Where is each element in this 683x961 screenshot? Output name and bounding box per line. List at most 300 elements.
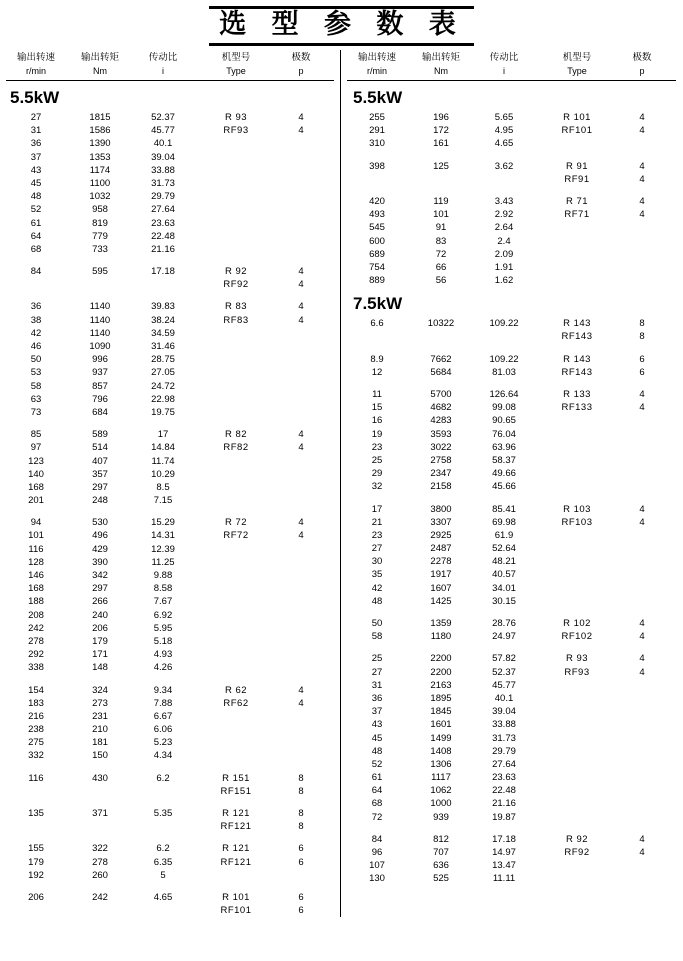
table-row bbox=[4, 406, 336, 419]
cell-type bbox=[194, 177, 278, 190]
row-group bbox=[4, 516, 336, 674]
row-group bbox=[345, 353, 678, 379]
cell-torque: 66 bbox=[435, 261, 447, 273]
table-row bbox=[4, 340, 336, 353]
table-row bbox=[345, 679, 678, 692]
cell-speed: 116 bbox=[28, 543, 44, 555]
cell-ratio: 11.25 bbox=[151, 556, 175, 568]
cell-torque: 4682 bbox=[430, 402, 452, 414]
cell-type: R 121 bbox=[222, 843, 250, 855]
cell-torque: 1000 bbox=[430, 798, 452, 810]
cell-speed: 332 bbox=[28, 750, 44, 762]
cell-speed: 58 bbox=[30, 380, 42, 392]
cell-speed: 192 bbox=[28, 869, 44, 881]
cell-poles: 4 bbox=[298, 314, 304, 326]
cell-type bbox=[194, 556, 278, 569]
table-row bbox=[345, 542, 678, 555]
cell-speed: 29 bbox=[371, 468, 383, 480]
table-row bbox=[4, 137, 336, 150]
cell-ratio: 5.18 bbox=[153, 635, 173, 647]
left-column-body bbox=[4, 81, 336, 917]
group-spacer bbox=[345, 643, 678, 652]
cell-ratio: 40.1 bbox=[494, 692, 514, 704]
table-row bbox=[4, 243, 336, 256]
cell-torque: 324 bbox=[92, 684, 108, 696]
cell-speed: 35 bbox=[371, 569, 383, 581]
cell-speed: 45 bbox=[371, 732, 383, 744]
cell-poles: 4 bbox=[639, 173, 645, 185]
cell-torque: 371 bbox=[92, 808, 108, 819]
cell-poles: 4 bbox=[639, 847, 645, 858]
cell-poles: 4 bbox=[298, 684, 304, 696]
cell-speed: 201 bbox=[28, 495, 44, 507]
cell-ratio: 90.65 bbox=[492, 415, 516, 427]
cell-torque: 796 bbox=[92, 393, 108, 405]
cell-torque bbox=[68, 785, 132, 798]
cell-poles: 8 bbox=[639, 331, 645, 343]
cell-type bbox=[194, 569, 278, 582]
table-row bbox=[345, 833, 678, 846]
table-row bbox=[4, 569, 336, 582]
cell-type bbox=[194, 635, 278, 648]
cell-poles: 4 bbox=[298, 442, 304, 454]
cell-torque: 5684 bbox=[430, 366, 452, 378]
cell-poles bbox=[278, 481, 324, 494]
cell-torque: 7662 bbox=[430, 353, 452, 365]
cell-poles: 6 bbox=[639, 353, 645, 365]
table-row bbox=[4, 314, 336, 327]
cell-torque: 707 bbox=[433, 847, 449, 858]
cell-type bbox=[194, 230, 278, 243]
cell-poles bbox=[278, 869, 324, 882]
cell-ratio: 1.91 bbox=[494, 261, 514, 273]
group-spacer bbox=[345, 824, 678, 833]
table-row bbox=[4, 595, 336, 608]
cell-speed: 21 bbox=[371, 516, 383, 528]
cell-speed: 38 bbox=[30, 314, 42, 326]
cell-type bbox=[194, 468, 278, 481]
table-row bbox=[345, 248, 678, 261]
cell-speed: 188 bbox=[28, 596, 44, 608]
cell-torque: 996 bbox=[92, 354, 108, 366]
table-row bbox=[4, 772, 336, 785]
cell-ratio: 58.37 bbox=[492, 454, 516, 466]
group-spacer bbox=[4, 507, 336, 516]
cell-type bbox=[535, 542, 619, 555]
table-row bbox=[4, 481, 336, 494]
cell-type bbox=[535, 274, 619, 287]
cell-ratio: 22.48 bbox=[492, 785, 516, 797]
cell-speed: 64 bbox=[371, 785, 383, 797]
cell-torque: 1601 bbox=[430, 719, 452, 731]
cell-ratio: 21.16 bbox=[492, 798, 516, 810]
cell-poles bbox=[278, 494, 324, 507]
cell-torque: 958 bbox=[92, 204, 108, 216]
cell-poles: 6 bbox=[298, 843, 304, 855]
cell-ratio: 14.31 bbox=[151, 530, 175, 542]
table-row bbox=[345, 195, 678, 208]
cell-torque bbox=[68, 820, 132, 833]
cell-type: RF103 bbox=[561, 516, 593, 528]
cell-ratio bbox=[132, 278, 194, 291]
cell-torque: 161 bbox=[433, 138, 449, 150]
cell-poles bbox=[278, 749, 324, 762]
group-spacer bbox=[345, 494, 678, 503]
cell-type: R 143 bbox=[563, 318, 591, 330]
cell-type bbox=[194, 749, 278, 762]
cell-poles bbox=[619, 811, 665, 824]
cell-torque: 1140 bbox=[89, 301, 111, 313]
cell-poles: 4 bbox=[639, 160, 645, 172]
table-row bbox=[4, 856, 336, 869]
cell-torque: 3800 bbox=[430, 503, 452, 515]
cell-type bbox=[535, 248, 619, 261]
row-group bbox=[345, 195, 678, 287]
cell-type bbox=[194, 406, 278, 419]
cell-poles bbox=[619, 568, 665, 581]
cell-type bbox=[194, 366, 278, 379]
cell-type bbox=[535, 454, 619, 467]
cell-speed: 45 bbox=[30, 177, 42, 189]
cell-ratio: 31.73 bbox=[151, 177, 175, 189]
cell-ratio: 6.2 bbox=[156, 843, 170, 855]
cell-speed: 135 bbox=[28, 808, 44, 819]
right-column-body bbox=[345, 81, 678, 886]
table-row bbox=[4, 582, 336, 595]
cell-torque: 119 bbox=[433, 195, 449, 207]
table-row bbox=[4, 648, 336, 661]
cell-ratio: 19.87 bbox=[492, 811, 516, 823]
cell-torque: 196 bbox=[433, 112, 449, 123]
header-ratio: 传动比 i bbox=[148, 52, 178, 76]
cell-ratio: 109.22 bbox=[489, 353, 519, 365]
cell-ratio: 23.63 bbox=[151, 217, 175, 229]
cell-type: RF143 bbox=[561, 366, 593, 378]
cell-speed: 52 bbox=[30, 204, 42, 216]
table-row bbox=[4, 635, 336, 648]
cell-poles: 4 bbox=[298, 301, 304, 313]
table-row bbox=[4, 441, 336, 454]
cell-poles bbox=[619, 705, 665, 718]
cell-type bbox=[194, 217, 278, 230]
cell-poles: 4 bbox=[639, 653, 645, 665]
cell-poles bbox=[619, 872, 665, 885]
cell-type: RF143 bbox=[561, 331, 593, 343]
cell-type: RF101 bbox=[561, 125, 593, 137]
cell-type bbox=[535, 467, 619, 480]
cell-type: R 121 bbox=[222, 808, 250, 819]
cell-ratio: 13.47 bbox=[492, 860, 516, 872]
cell-speed: 27 bbox=[371, 666, 383, 678]
right-column bbox=[341, 50, 682, 917]
header-type: 机型号 Type bbox=[562, 52, 592, 76]
table-row bbox=[345, 401, 678, 414]
table-row bbox=[4, 785, 336, 798]
cell-torque: 1140 bbox=[89, 314, 111, 326]
cell-ratio: 39.04 bbox=[492, 706, 516, 718]
cell-ratio: 30.15 bbox=[492, 595, 516, 607]
cell-ratio: 6.67 bbox=[153, 710, 173, 722]
cell-type: RF121 bbox=[220, 856, 252, 868]
cell-speed: 15 bbox=[371, 402, 383, 414]
cell-type bbox=[535, 235, 619, 248]
cell-poles: 4 bbox=[298, 429, 304, 441]
cell-ratio: 27.64 bbox=[151, 204, 175, 216]
cell-type: R 62 bbox=[224, 684, 248, 696]
cell-torque: 172 bbox=[433, 125, 449, 137]
cell-speed: 27 bbox=[371, 543, 383, 555]
cell-speed: 6.6 bbox=[370, 318, 384, 330]
cell-speed: 206 bbox=[28, 891, 44, 903]
cell-type: RF92 bbox=[223, 279, 249, 291]
table-row bbox=[4, 842, 336, 855]
cell-ratio: 7.15 bbox=[153, 495, 173, 507]
table-row bbox=[4, 468, 336, 481]
cell-type: R 102 bbox=[563, 618, 591, 629]
cell-type bbox=[194, 648, 278, 661]
row-group bbox=[4, 807, 336, 833]
cell-ratio: 2.92 bbox=[494, 209, 514, 221]
cell-speed: 420 bbox=[369, 195, 385, 207]
cell-poles bbox=[619, 692, 665, 705]
cell-type: R 143 bbox=[563, 353, 591, 365]
cell-poles bbox=[278, 203, 324, 216]
cell-torque: 1845 bbox=[430, 706, 452, 718]
cell-type bbox=[535, 480, 619, 493]
cell-ratio: 4.34 bbox=[153, 750, 173, 762]
cell-speed: 123 bbox=[28, 455, 44, 467]
cell-type bbox=[535, 872, 619, 885]
cell-poles bbox=[619, 454, 665, 467]
cell-ratio: 4.93 bbox=[153, 649, 173, 661]
cell-speed: 310 bbox=[369, 138, 385, 150]
cell-type bbox=[535, 261, 619, 274]
cell-speed: 146 bbox=[28, 570, 44, 581]
cell-torque: 91 bbox=[435, 222, 447, 234]
cell-torque: 1117 bbox=[431, 772, 451, 784]
table-row bbox=[345, 454, 678, 467]
cell-type: RF151 bbox=[220, 785, 252, 797]
cell-poles: 8 bbox=[298, 785, 304, 797]
cell-speed: 27 bbox=[30, 112, 42, 123]
cell-type: R 92 bbox=[224, 266, 248, 278]
cell-type bbox=[194, 353, 278, 366]
cell-speed: 130 bbox=[369, 873, 385, 885]
cell-torque: 56 bbox=[435, 275, 447, 287]
cell-poles: 4 bbox=[298, 530, 304, 542]
table-row bbox=[4, 353, 336, 366]
cell-type bbox=[194, 455, 278, 468]
cell-type: RF71 bbox=[564, 209, 590, 221]
cell-speed bbox=[4, 785, 68, 798]
cell-type bbox=[194, 609, 278, 622]
cell-type: RF93 bbox=[223, 125, 249, 137]
cell-speed: 208 bbox=[28, 609, 44, 621]
cell-torque: 525 bbox=[433, 873, 449, 885]
table-row bbox=[345, 261, 678, 274]
cell-torque: 3593 bbox=[430, 428, 452, 440]
cell-speed: 278 bbox=[28, 635, 44, 647]
table-row bbox=[4, 556, 336, 569]
cell-ratio: 17.18 bbox=[492, 833, 516, 845]
cell-poles: 4 bbox=[639, 503, 645, 515]
cell-torque: 1425 bbox=[430, 595, 452, 607]
table-row bbox=[345, 173, 678, 186]
cell-type bbox=[194, 164, 278, 177]
row-group bbox=[4, 111, 336, 256]
page-title: 选 型 参 数 表 bbox=[209, 6, 474, 46]
cell-type bbox=[535, 771, 619, 784]
cell-speed: 23 bbox=[371, 441, 383, 453]
cell-poles bbox=[619, 679, 665, 692]
cell-type bbox=[194, 393, 278, 406]
cell-torque: 937 bbox=[92, 367, 108, 379]
table-row bbox=[4, 230, 336, 243]
table-row bbox=[345, 516, 678, 529]
cell-poles: 4 bbox=[639, 666, 645, 678]
cell-torque: 179 bbox=[92, 635, 108, 647]
header-torque: 输出转矩 Nm bbox=[421, 52, 460, 76]
cell-torque: 150 bbox=[92, 750, 108, 762]
cell-torque: 83 bbox=[435, 235, 447, 247]
cell-ratio: 29.79 bbox=[492, 745, 516, 757]
table-row bbox=[345, 630, 678, 643]
cell-type bbox=[535, 859, 619, 872]
table-row bbox=[4, 203, 336, 216]
cell-type: RF101 bbox=[220, 905, 252, 917]
cell-poles: 4 bbox=[639, 402, 645, 414]
cell-torque: 1174 bbox=[89, 164, 111, 176]
cell-speed: 46 bbox=[30, 341, 42, 352]
cell-ratio: 9.88 bbox=[153, 570, 173, 581]
cell-ratio: 38.24 bbox=[151, 314, 175, 326]
cell-speed: 42 bbox=[371, 582, 383, 594]
cell-torque bbox=[68, 904, 132, 917]
cell-poles: 4 bbox=[298, 266, 304, 278]
cell-poles bbox=[278, 556, 324, 569]
cell-type bbox=[194, 137, 278, 150]
cell-torque: 1180 bbox=[430, 631, 452, 643]
row-group bbox=[345, 503, 678, 609]
cell-poles bbox=[278, 736, 324, 749]
column-header-left bbox=[4, 50, 336, 77]
cell-ratio: 40.57 bbox=[492, 569, 516, 581]
cell-ratio: 2.4 bbox=[497, 235, 511, 247]
cell-poles bbox=[619, 758, 665, 771]
cell-ratio: 4.26 bbox=[153, 662, 173, 674]
table-row bbox=[4, 869, 336, 882]
cell-speed: 600 bbox=[369, 235, 385, 247]
table-row bbox=[345, 872, 678, 885]
cell-speed: 30 bbox=[371, 556, 383, 568]
cell-poles bbox=[619, 771, 665, 784]
table-row bbox=[345, 467, 678, 480]
cell-torque: 322 bbox=[92, 843, 108, 855]
cell-poles: 8 bbox=[298, 821, 304, 833]
group-spacer bbox=[4, 256, 336, 265]
cell-torque: 1408 bbox=[430, 745, 452, 757]
cell-poles: 6 bbox=[298, 856, 304, 868]
cell-torque: 2925 bbox=[430, 529, 452, 541]
cell-ratio: 9.34 bbox=[153, 684, 173, 696]
cell-poles: 4 bbox=[298, 279, 304, 291]
cell-type bbox=[194, 203, 278, 216]
cell-torque: 1100 bbox=[89, 177, 111, 189]
cell-speed: 689 bbox=[369, 248, 385, 260]
cell-ratio: 4.65 bbox=[153, 891, 173, 903]
cell-ratio: 3.43 bbox=[494, 195, 514, 207]
header-torque: 输出转矩 Nm bbox=[80, 52, 119, 76]
header-type: 机型号 Type bbox=[221, 52, 251, 76]
cell-speed: 84 bbox=[30, 266, 42, 278]
cell-type: RF91 bbox=[564, 173, 590, 185]
row-group bbox=[345, 617, 678, 643]
row-group bbox=[345, 388, 678, 494]
cell-torque: 430 bbox=[92, 772, 108, 784]
cell-speed: 43 bbox=[30, 164, 42, 176]
cell-ratio: 7.88 bbox=[153, 697, 173, 709]
cell-torque: 1062 bbox=[430, 785, 452, 797]
table-row bbox=[345, 784, 678, 797]
cell-ratio: 45.77 bbox=[492, 679, 516, 691]
group-spacer bbox=[4, 882, 336, 891]
cell-type: RF83 bbox=[223, 314, 249, 326]
cell-speed: 493 bbox=[369, 209, 385, 221]
cell-speed: 16 bbox=[371, 415, 383, 427]
group-spacer bbox=[4, 763, 336, 772]
cell-poles bbox=[619, 414, 665, 427]
table-row bbox=[345, 274, 678, 287]
cell-torque: 273 bbox=[92, 697, 108, 709]
cell-poles bbox=[619, 797, 665, 810]
cell-type: R 72 bbox=[224, 517, 248, 529]
table-row bbox=[345, 745, 678, 758]
cell-speed: 37 bbox=[371, 706, 383, 718]
cell-ratio: 17 bbox=[157, 429, 169, 441]
cell-poles bbox=[619, 745, 665, 758]
table-row bbox=[4, 428, 336, 441]
cell-speed: 291 bbox=[369, 125, 385, 137]
cell-type: RF133 bbox=[561, 402, 593, 414]
cell-type bbox=[194, 622, 278, 635]
cell-type bbox=[535, 692, 619, 705]
cell-type: R 101 bbox=[222, 891, 250, 903]
cell-type bbox=[535, 582, 619, 595]
table-row bbox=[4, 710, 336, 723]
cell-speed: 140 bbox=[28, 468, 44, 480]
cell-type bbox=[194, 380, 278, 393]
table-row bbox=[4, 455, 336, 468]
cell-type: RF62 bbox=[223, 697, 249, 709]
cell-poles: 4 bbox=[639, 516, 645, 528]
cell-speed: 17 bbox=[371, 503, 383, 515]
table-row bbox=[4, 393, 336, 406]
cell-torque: 342 bbox=[92, 570, 108, 581]
cell-speed: 25 bbox=[371, 653, 383, 665]
table-row bbox=[4, 609, 336, 622]
cell-torque: 1032 bbox=[89, 191, 111, 203]
cell-type bbox=[535, 745, 619, 758]
cell-type bbox=[535, 732, 619, 745]
table-row bbox=[345, 208, 678, 221]
cell-torque: 857 bbox=[92, 380, 108, 392]
table-row bbox=[4, 217, 336, 230]
table-row bbox=[4, 190, 336, 203]
cell-speed: 50 bbox=[30, 354, 42, 366]
cell-torque: 3307 bbox=[430, 516, 452, 528]
cell-ratio: 52.37 bbox=[151, 112, 175, 123]
cell-torque: 733 bbox=[92, 243, 108, 255]
